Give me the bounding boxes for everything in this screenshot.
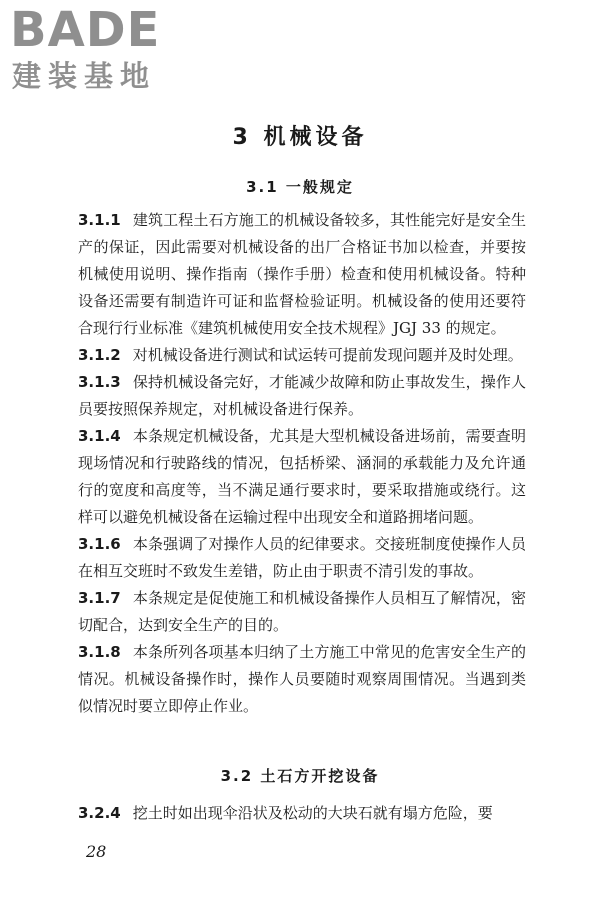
clause-paragraph bbox=[78, 639, 526, 720]
clause-paragraph bbox=[78, 800, 526, 827]
clause-text: 建筑工程土石方施工的机械设备较多，其性能完好是安全生产的保证，因此需要对机械设备的出厂合格证书加以检查，并要按机械使用说明、操作指南（操作手册）检查和使用机械设备。特种设备还需要有制造许可证和监督检验证明。机械设备的使用还要符合现行行业标准《建筑机械使用安全技术规程》JGJ 33 的规定。 bbox=[78, 211, 526, 337]
clause-number: 3.1.1 bbox=[78, 211, 121, 229]
clause-paragraph bbox=[78, 369, 526, 423]
clause-paragraph bbox=[78, 585, 526, 639]
clause-text: 本条规定是促使施工和机械设备操作人员相互了解情况，密切配合，达到安全生产的目的。 bbox=[78, 589, 526, 634]
clause-number: 3.1.6 bbox=[78, 535, 121, 553]
logo-wordmark: BADE bbox=[10, 2, 161, 58]
clause-paragraph bbox=[78, 207, 526, 342]
clause-number: 3.1.3 bbox=[78, 373, 121, 391]
clause-text: 本条强调了对操作人员的纪律要求。交接班制度使操作人员在相互交班时不致发生差错，防止由于职责不清引发的事故。 bbox=[78, 535, 526, 580]
logo-subtitle: 建装基地 bbox=[12, 59, 157, 93]
clause-number: 3.2.4 bbox=[78, 804, 121, 822]
clause-text: 本条规定机械设备，尤其是大型机械设备进场前，需要查明现场情况和行驶路线的情况，包括桥梁、涵洞的承载能力及允许通行的宽度和高度等，当不满足通行要求时，要采取措施或绕行。这样可以避免机械设备在运输过程中出现安全和道路拥堵问题。 bbox=[78, 427, 526, 526]
page-number: 28 bbox=[86, 842, 107, 861]
clause-number: 3.1.2 bbox=[78, 346, 121, 364]
clause-paragraph bbox=[78, 423, 526, 531]
section-title-earthwork: 3.2 土石方开挖设备 bbox=[220, 767, 380, 785]
clause-paragraph bbox=[78, 342, 526, 369]
clause-paragraph bbox=[78, 531, 526, 585]
section-body-general bbox=[78, 207, 526, 720]
chapter-title: 3 机械设备 bbox=[232, 125, 368, 150]
clause-text: 本条所列各项基本归纳了土方施工中常见的危害安全生产的情况。机械设备操作时，操作人员要随时观察周围情况。当遇到类似情况时要立即停止作业。 bbox=[78, 643, 526, 715]
clause-text: 保持机械设备完好，才能减少故障和防止事故发生，操作人员要按照保养规定，对机械设备进行保养。 bbox=[78, 373, 526, 418]
bade-logo bbox=[10, 2, 180, 102]
clause-text: 挖土时如出现伞沿状及松动的大块石就有塌方危险，要 bbox=[132, 804, 493, 822]
clause-number: 3.1.7 bbox=[78, 589, 121, 607]
clause-number: 3.1.8 bbox=[78, 643, 121, 661]
clause-text: 对机械设备进行测试和试运转可提前发现问题并及时处理。 bbox=[132, 346, 523, 364]
clause-number: 3.1.4 bbox=[78, 427, 121, 445]
section-body-earthwork bbox=[78, 800, 526, 827]
section-title-general: 3.1 一般规定 bbox=[246, 178, 354, 196]
